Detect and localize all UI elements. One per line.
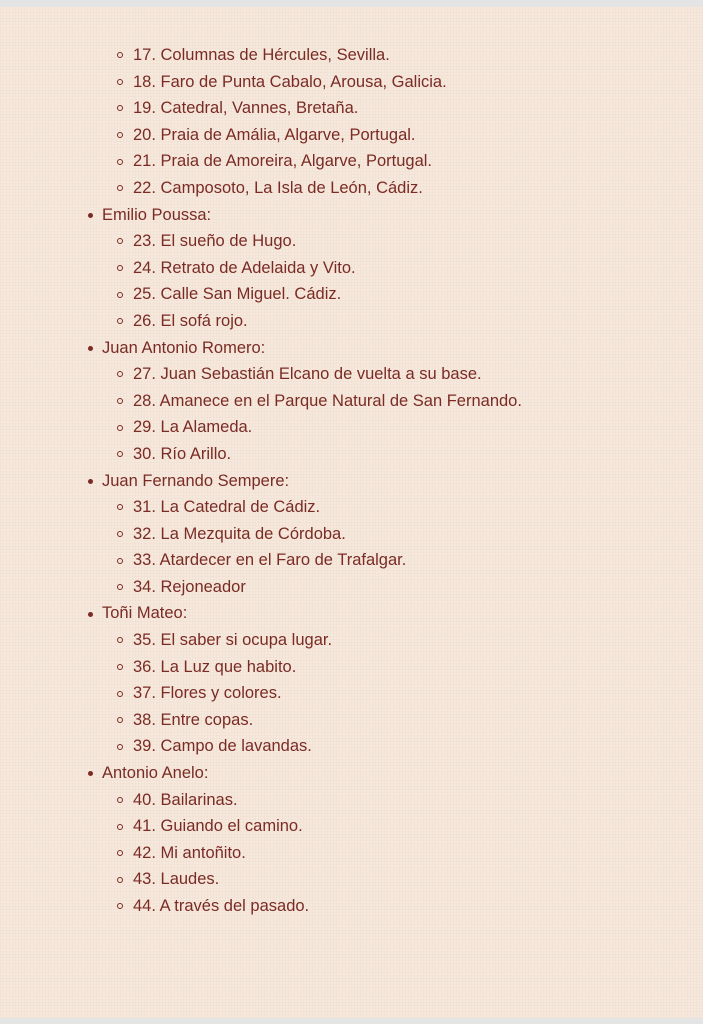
hollow-bullet-icon — [117, 105, 123, 111]
artwork-title: 28. Amanece en el Parque Natural de San Fernando. — [133, 391, 522, 410]
hollow-bullet-icon — [117, 318, 123, 324]
hollow-bullet-icon — [117, 238, 123, 244]
hollow-bullet-icon — [117, 265, 123, 271]
hollow-bullet-icon — [117, 903, 123, 909]
artwork-item — [0, 627, 703, 654]
hollow-bullet-icon — [117, 292, 123, 298]
hollow-bullet-icon — [117, 159, 123, 165]
artwork-title: 34. Rejoneador — [133, 577, 246, 596]
artwork-item — [0, 813, 703, 840]
hollow-bullet-icon — [117, 398, 123, 404]
artwork-title: 24. Retrato de Adelaida y Vito. — [133, 258, 356, 277]
artwork-title: 33. Atardecer en el Faro de Trafalgar. — [133, 551, 407, 570]
artwork-title: 30. Río Arillo. — [133, 444, 232, 463]
artwork-item — [0, 228, 703, 255]
hollow-bullet-icon — [117, 824, 123, 830]
hollow-bullet-icon — [117, 132, 123, 138]
artist-name: Emilio Poussa: — [102, 205, 212, 224]
artwork-item — [0, 255, 703, 282]
filled-bullet-icon — [88, 213, 93, 218]
artwork-item — [0, 733, 703, 760]
artwork-item — [0, 494, 703, 521]
artwork-item — [0, 866, 703, 893]
artwork-item — [0, 547, 703, 574]
artwork-item — [0, 840, 703, 867]
hollow-bullet-icon — [117, 850, 123, 856]
hollow-bullet-icon — [117, 504, 123, 510]
hollow-bullet-icon — [117, 371, 123, 377]
artwork-item — [0, 95, 703, 122]
artwork-title: 41. Guiando el camino. — [133, 817, 303, 836]
artwork-item — [0, 69, 703, 96]
artwork-title: 26. El sofá rojo. — [133, 311, 248, 330]
artwork-title: 17. Columnas de Hércules, Sevilla. — [133, 46, 390, 64]
artist-heading — [0, 600, 703, 627]
artist-name: Antonio Anelo: — [102, 764, 209, 783]
artist-heading — [0, 760, 703, 787]
filled-bullet-icon — [88, 771, 93, 776]
hollow-bullet-icon — [117, 717, 123, 723]
artwork-title: 38. Entre copas. — [133, 710, 254, 729]
hollow-bullet-icon — [117, 637, 123, 643]
page-bottom-edge — [0, 1018, 703, 1024]
artwork-title: 39. Campo de lavandas. — [133, 737, 312, 756]
artwork-title: 36. La Luz que habito. — [133, 657, 297, 676]
artist-heading — [0, 468, 703, 495]
hollow-bullet-icon — [117, 185, 123, 191]
filled-bullet-icon — [88, 479, 93, 484]
artwork-item — [0, 148, 703, 175]
filled-bullet-icon — [88, 612, 93, 617]
artwork-item — [0, 893, 703, 920]
artwork-item — [0, 574, 703, 601]
artwork-title: 35. El saber si ocupa lugar. — [133, 631, 333, 650]
artwork-title: 31. La Catedral de Cádiz. — [133, 498, 321, 517]
hollow-bullet-icon — [117, 52, 123, 58]
artwork-item — [0, 122, 703, 149]
artwork-title: 27. Juan Sebastián Elcano de vuelta a su base. — [133, 365, 482, 384]
artwork-item — [0, 42, 703, 69]
artist-heading — [0, 202, 703, 229]
hollow-bullet-icon — [117, 744, 123, 750]
hollow-bullet-icon — [117, 451, 123, 457]
hollow-bullet-icon — [117, 425, 123, 431]
artwork-title: 40. Bailarinas. — [133, 790, 238, 809]
page-top-edge — [0, 0, 703, 7]
hollow-bullet-icon — [117, 79, 123, 85]
artist-heading — [0, 335, 703, 362]
artwork-item — [0, 787, 703, 814]
artist-name: Toñi Mateo: — [102, 604, 188, 623]
artwork-item — [0, 281, 703, 308]
hollow-bullet-icon — [117, 691, 123, 697]
artwork-title: 29. La Alameda. — [133, 418, 253, 437]
hollow-bullet-icon — [117, 531, 123, 537]
hollow-bullet-icon — [117, 877, 123, 883]
hollow-bullet-icon — [117, 664, 123, 670]
artist-name: Juan Fernando Sempere: — [102, 471, 290, 490]
artwork-item — [0, 361, 703, 388]
artwork-title: 23. El sueño de Hugo. — [133, 232, 297, 251]
artwork-title: 32. La Mezquita de Córdoba. — [133, 524, 346, 543]
artwork-title: 19. Catedral, Vannes, Bretaña. — [133, 99, 359, 118]
artist-name: Juan Antonio Romero: — [102, 338, 266, 357]
artwork-title: 21. Praia de Amoreira, Algarve, Portugal. — [133, 152, 432, 171]
hollow-bullet-icon — [117, 584, 123, 590]
artwork-item — [0, 175, 703, 202]
hollow-bullet-icon — [117, 797, 123, 803]
artwork-title: 18. Faro de Punta Cabalo, Arousa, Galicia. — [133, 72, 447, 91]
artwork-item — [0, 388, 703, 415]
artwork-item — [0, 308, 703, 335]
filled-bullet-icon — [88, 346, 93, 351]
artwork-item — [0, 441, 703, 468]
artwork-list — [0, 42, 703, 920]
artwork-title: 37. Flores y colores. — [133, 684, 282, 703]
artwork-item — [0, 707, 703, 734]
artwork-title: 43. Laudes. — [133, 870, 220, 889]
artwork-item — [0, 680, 703, 707]
artwork-item — [0, 414, 703, 441]
artwork-title: 20. Praia de Amália, Algarve, Portugal. — [133, 125, 416, 144]
artwork-title: 22. Camposoto, La Isla de León, Cádiz. — [133, 178, 423, 197]
artwork-title: 42. Mi antoñito. — [133, 843, 246, 862]
artwork-item — [0, 654, 703, 681]
hollow-bullet-icon — [117, 558, 123, 564]
artwork-item — [0, 521, 703, 548]
artwork-title: 25. Calle San Miguel. Cádiz. — [133, 285, 342, 304]
artwork-title: 44. A través del pasado. — [133, 897, 310, 915]
